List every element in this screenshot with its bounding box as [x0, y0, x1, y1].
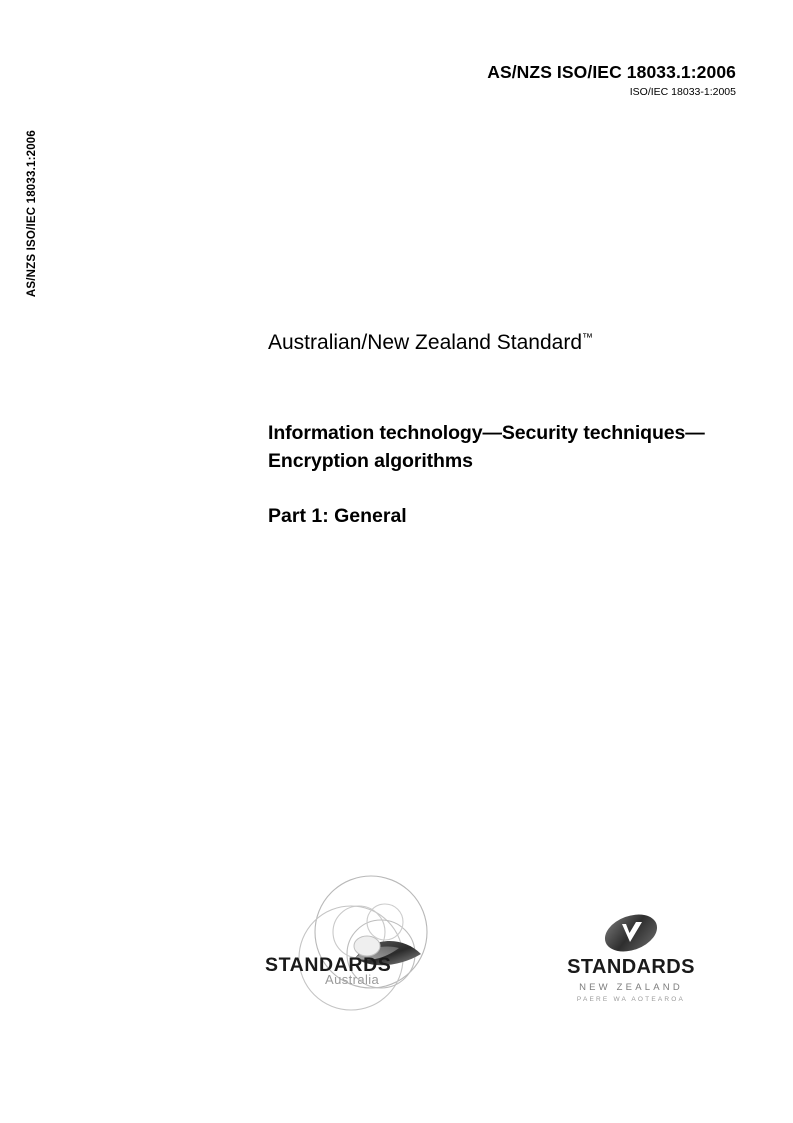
page-title: Information technology—Security techniques—Encryption algorithms: [268, 422, 705, 472]
standards-new-zealand-submark: NEW ZEALAND: [579, 982, 683, 993]
document-designation-block: [487, 62, 736, 99]
source-standard-designation: ISO/IEC 18033-1:2005: [629, 86, 736, 99]
standards-new-zealand-mark-icon: [556, 912, 706, 954]
title-block: [268, 330, 708, 529]
standards-australia-mark-icon: [263, 862, 463, 1037]
spine-designation: AS/NZS ISO/IEC 18033.1:2006: [26, 130, 38, 298]
document-designation: AS/NZS ISO/IEC 18033.1:2006: [487, 62, 736, 82]
standards-australia-wordmark: STANDARDS: [265, 954, 392, 976]
standards-australia-logo: [263, 862, 463, 1037]
part-label: Part 1: General: [268, 504, 407, 527]
standards-australia-submark: Australia: [325, 972, 380, 987]
standard-type-text: Australian/New Zealand Standard: [268, 331, 583, 354]
standards-new-zealand-submark-maori: PAERE WA AOTEAROA: [576, 996, 686, 1003]
standards-new-zealand-wordmark: STANDARDS: [567, 956, 695, 978]
standards-new-zealand-logo: [556, 912, 706, 1012]
standard-type: [268, 330, 708, 356]
spine: [22, 130, 42, 390]
trademark-symbol: ™: [582, 332, 594, 344]
